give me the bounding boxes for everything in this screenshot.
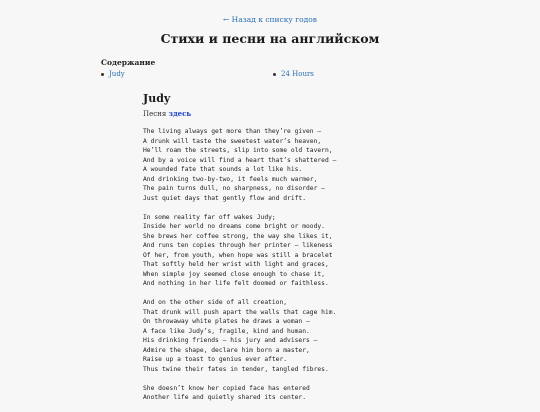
song-audio-link[interactable]: здесь <box>168 109 192 118</box>
lyric-line: The living always get more than they’re given — <box>143 128 322 135</box>
lyric-line: Inside her world no dreams come bright or moody. <box>143 223 325 230</box>
lyric-line: On throwaway white plates he draws a woman — <box>143 318 310 325</box>
lyric-line: And on the other side of all creation, <box>143 299 288 306</box>
song-meta-prefix: Песня <box>143 110 169 118</box>
back-to-years-link[interactable]: ← Назад к списку годов <box>223 15 317 24</box>
toc-link-judy[interactable]: Judy <box>109 70 125 78</box>
song-section <box>143 92 473 412</box>
lyric-line: And runs ten copies through her printer — likeness <box>143 242 333 249</box>
lyric-line: A wounded fate that sounds a lot like his. <box>143 166 303 173</box>
lyric-line: And by a voice will find a heart that’s shattered — <box>143 156 337 164</box>
bullet-icon <box>273 73 276 76</box>
lyric-line: That drunk will push apart the walls that cage him. <box>143 308 337 316</box>
lyric-line: The pain turns dull, no sharpness, no disorder — <box>143 185 325 192</box>
lyric-line: And drinking two-by-two, it feels much warmer, <box>143 175 318 183</box>
song-title: Judy <box>143 92 171 105</box>
toc-item-judy <box>101 70 125 78</box>
lyric-line: That softly held her wrist with light and graces, <box>143 261 329 268</box>
lyrics-stanza <box>143 127 473 203</box>
lyrics-stanza <box>143 384 473 403</box>
lyric-line: Another life and quietly shared its center. <box>143 394 307 401</box>
lyric-line: His drinking friends — his jury and advisers — <box>143 337 318 344</box>
lyric-line: Of her, from youth, when hope was still a bracelet <box>143 251 333 259</box>
lyrics <box>143 127 473 403</box>
lyric-line: Admire the shape, declare him born a master, <box>143 346 310 354</box>
lyric-line: Thus twine their fates in tender, tangled fibres. <box>143 365 329 373</box>
toc-item-24-hours <box>273 70 314 78</box>
lyric-line: She brews her coffee strong, the way she likes it, <box>143 232 333 240</box>
lyric-line: A drunk will taste the sweetest water’s heaven, <box>143 137 322 145</box>
lyric-line: She doesn’t know her copied face has entered <box>143 384 310 392</box>
lyrics-stanza <box>143 298 473 374</box>
toc-heading: Содержание <box>101 58 156 67</box>
lyric-line: Raise up a toast to genius ever after. <box>143 356 288 363</box>
lyric-line: Just quiet days that gently flow and drift. <box>143 194 307 202</box>
page-title: Стихи и песни на английском <box>160 31 380 46</box>
lyric-line: In some reality far off wakes Judy; <box>143 213 276 221</box>
lyric-line: And nothing in her life felt doomed or faithless. <box>143 280 329 287</box>
song-meta <box>143 109 473 118</box>
lyric-line: When simple joy seemed close enough to chase it, <box>143 270 325 278</box>
toc-link-24-hours[interactable]: 24 Hours <box>281 70 314 78</box>
toc-list <box>101 70 441 84</box>
lyric-line: He’ll roam the streets, slip into some old tavern, <box>143 147 333 154</box>
lyrics-stanza <box>143 213 473 289</box>
lyric-line: A face like Judy’s, fragile, kind and human. <box>143 327 310 335</box>
bullet-icon <box>101 73 104 76</box>
